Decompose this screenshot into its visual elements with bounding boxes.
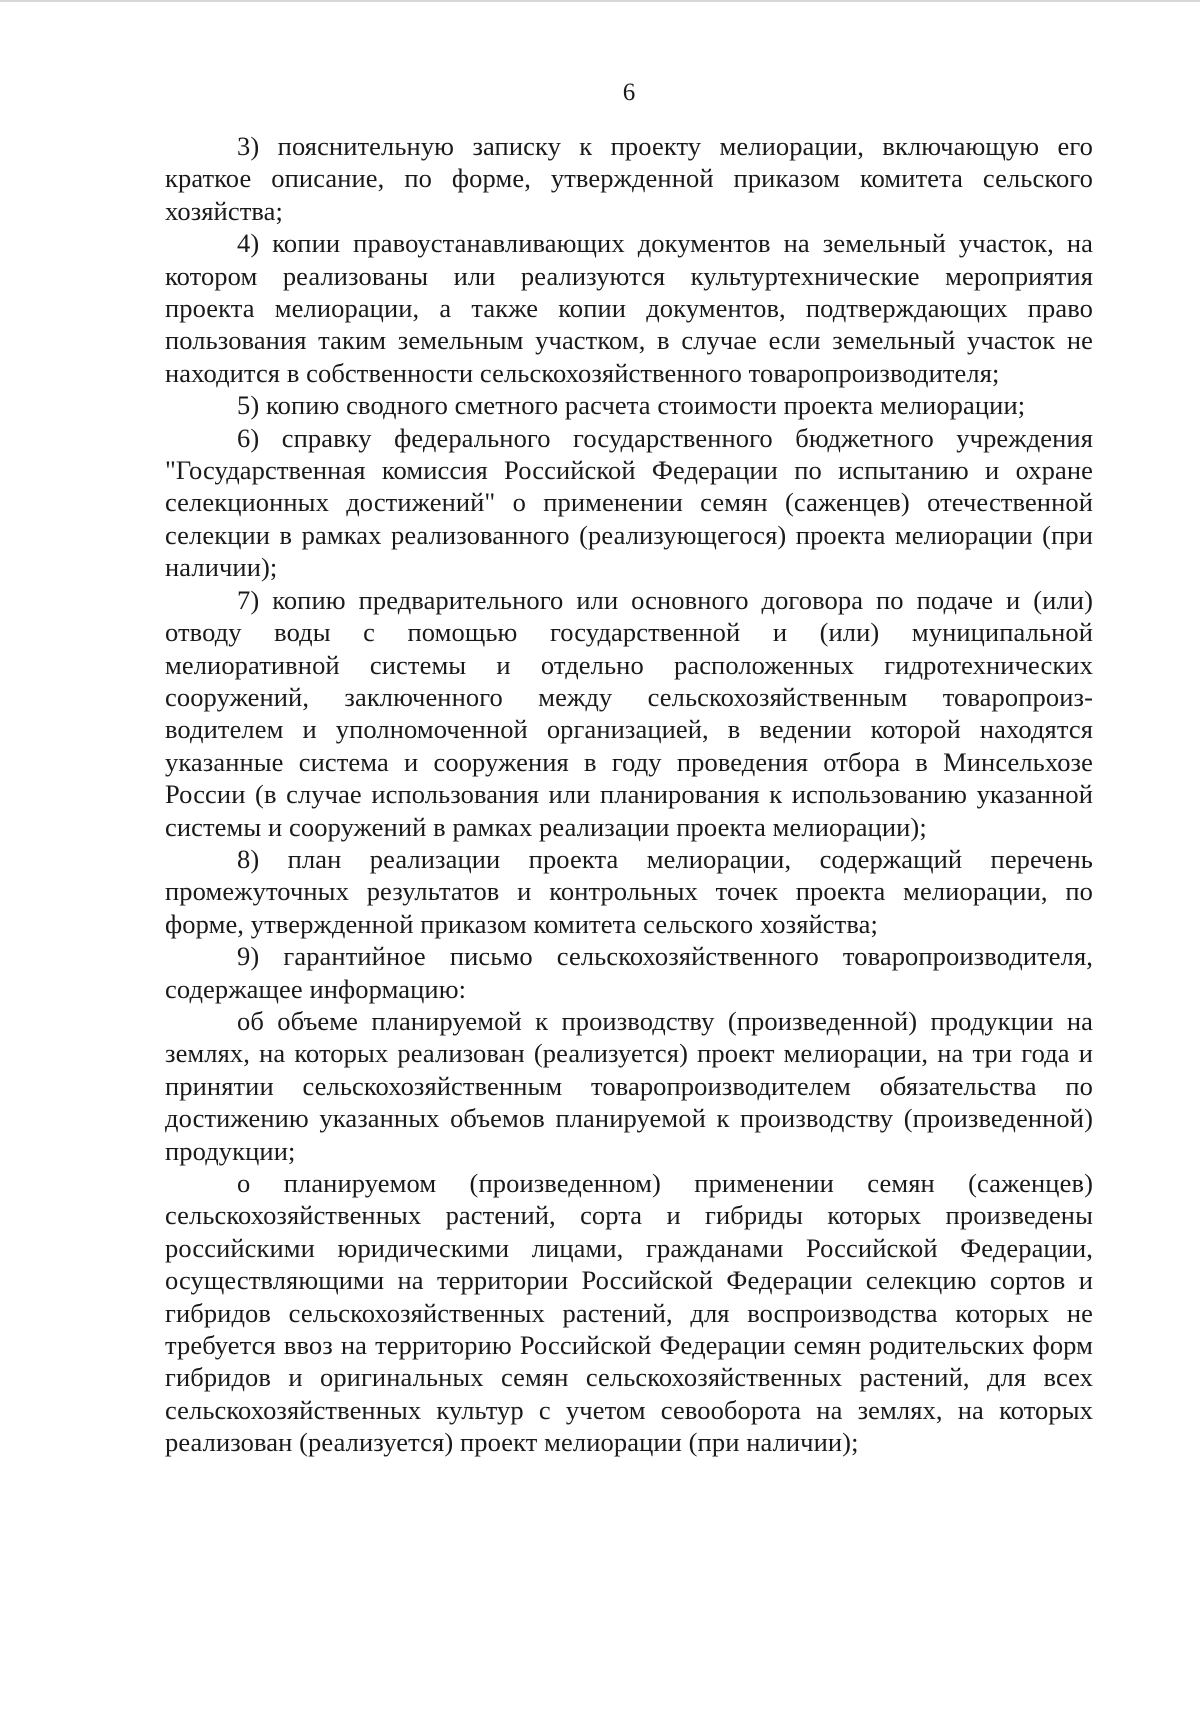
paragraph-item-4: 4) копии правоустанавливающих документов на земельный участок, на котором реализованы или реализуются культуртехнические мероприятия проекта мелиорации, а также копии документов, подтверждающих право пользования таким земельным участком, в случае если земельный участок не находится в собственности сельскохозяйственного товаропроизводителя; [165,228,1093,388]
paragraph-item-7: 7) копию предварительного или основного договора по подаче и (или) отводу воды с помощью государственной и (или) муниципальной мелиоративной системы и отдельно расположенных гидротехнических сооружений, заключенного между сельскохозяйственным товаропроиз-водителем и уполномоченной организацией, в ведении которой находятся указанные система и сооружения в году проведения отбора в Минсельхозе России (в случае использования или планирования к использованию указанной системы и сооружений в рамках реализации проекта мелиорации); [165,584,1093,842]
page-number: 6 [622,79,636,106]
paragraph-item-8: 8) план реализации проекта мелиорации, содержащий перечень промежуточных результатов и контрольных точек проекта мелиорации, по форме, утвержденной приказом комитета сельского хозяйства; [165,843,1093,939]
document-page [165,78,1093,1459]
paragraph-volume-info: об объеме планируемой к производству (произведенной) продукции на землях, на которых реализован (реализуется) проект мелиорации, на три года и принятии сельскохозяйственным товаропроизводителем обязательства по достижению указанных объемов планируемой к производству (произведенной) продукции; [165,1005,1093,1166]
scan-top-edge [0,0,1200,2]
paragraph-item-3: 3) пояснительную записку к проекту мелиорации, включающую его краткое описание, по форме, утвержденной приказом комитета сельского хозяйства; [165,131,1093,226]
paragraph-item-6: 6) справку федерального государственного бюджетного учреждения "Государственная комиссия Российской Федерации по испытанию и охране селекционных достижений" о применении семян (саженцев) отечественной селекции в рамках реализованного (реализующегося) проекта мелиорации (при наличии); [165,422,1093,583]
paragraph-seeds-info: о планируемом (произведенном) применении семян (саженцев) сельскохозяйственных растений, сорта и гибриды которых произведены российскими юридическими лицами, гражданами Российской Федерации, осуществляющими на территории Российской Федерации селекцию сортов и гибридов сельскохозяйственных растений, для воспроизводства которых не требуется ввоз на территорию Российской Федерации семян родительских форм гибридов и оригинальных семян сельскохозяйственных растений, для всех сельскохозяйственных культур с учетом севооборота на землях, на которых реализован (реализуется) проект мелиорации (при наличии); [165,1168,1093,1458]
paragraph-item-5: 5) копию сводного сметного расчета стоимости проекта мелиорации; [237,390,1026,421]
paragraph-item-9: 9) гарантийное письмо сельскохозяйственного товаропроизводителя, содержащее информацию: [165,941,1093,1004]
